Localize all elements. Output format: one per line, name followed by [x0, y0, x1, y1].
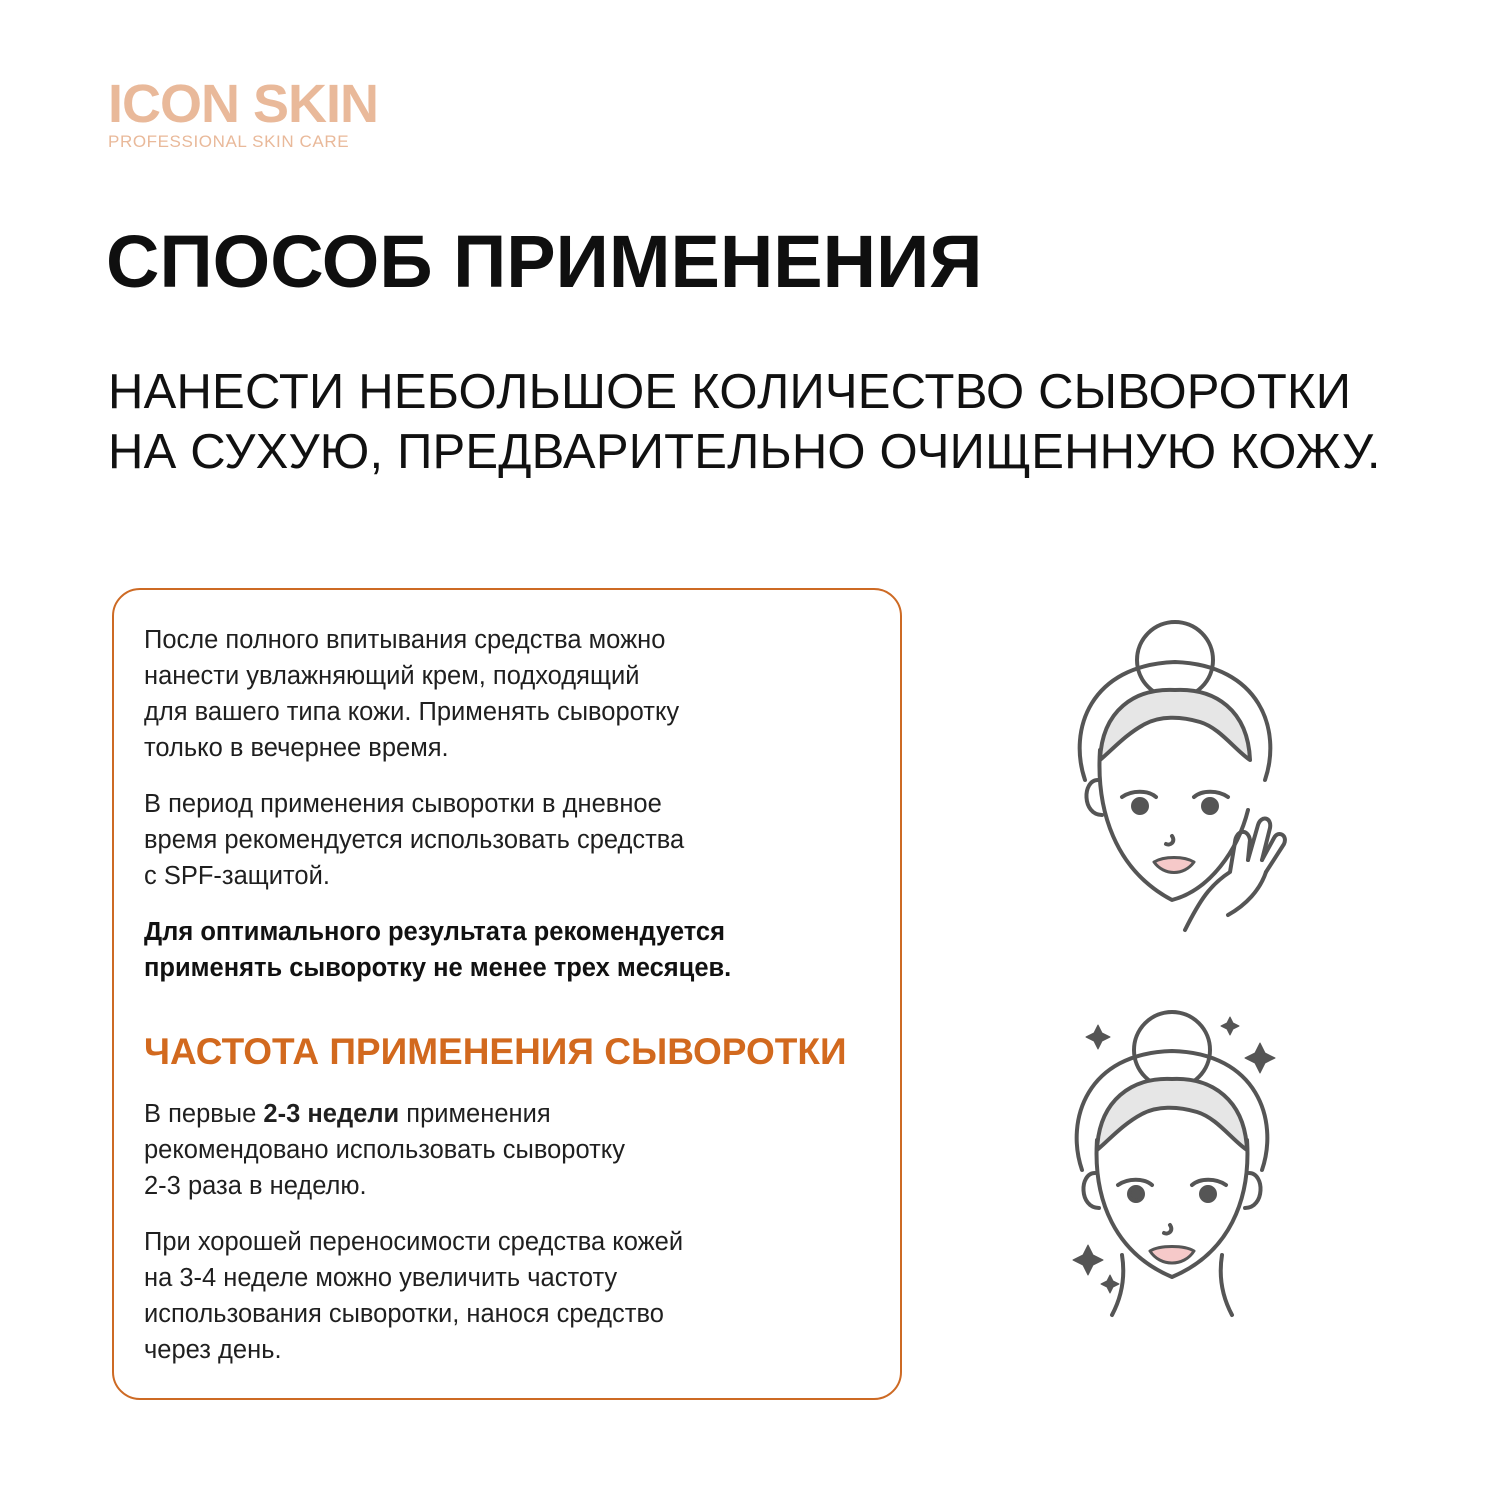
face-glowing-skin-icon: [1060, 1005, 1290, 1325]
paragraph-moisturizer: После полного впитывания средства можно нанести увлажняющий крем, подходящий для вашего типа кожи. Применять сыворотку только в вечернее время.: [144, 626, 680, 762]
instructions-card: [112, 588, 902, 1400]
frequency-heading: ЧАСТОТА ПРИМЕНЕНИЯ СЫВОРОТКИ: [144, 1031, 847, 1072]
brand-logo: [108, 76, 378, 152]
subtitle-line-2: НА СУХУЮ, ПРЕДВАРИТЕЛЬНО ОЧИЩЕННУЮ КОЖУ.: [108, 425, 1381, 479]
page-title: СПОСОБ ПРИМЕНЕНИЯ: [106, 220, 983, 303]
page-subtitle: [108, 362, 1381, 482]
face-applying-serum-icon: [1060, 610, 1290, 940]
brand-name: ICON SKIN: [108, 74, 379, 134]
paragraph-frequency-increase: При хорошей переносимости средства кожей на 3-4 неделе можно увеличить частоту использования сыворотки, нанося средство через день.: [144, 1228, 684, 1364]
brand-tagline: PROFESSIONAL SKIN CARE: [108, 132, 350, 151]
paragraph-duration: Для оптимального результата рекомендуется применять сыворотку не менее трех месяцев.: [144, 918, 732, 982]
paragraph-spf: В период применения сыворотки в дневное время рекомендуется использовать средства с SPF-защитой.: [144, 790, 685, 890]
subtitle-line-1: НАНЕСТИ НЕБОЛЬШОЕ КОЛИЧЕСТВО СЫВОРОТКИ: [108, 365, 1352, 419]
paragraph-frequency-start: В первые 2-3 недели применения рекомендовано использовать сыворотку 2-3 раза в неделю.: [144, 1100, 625, 1200]
